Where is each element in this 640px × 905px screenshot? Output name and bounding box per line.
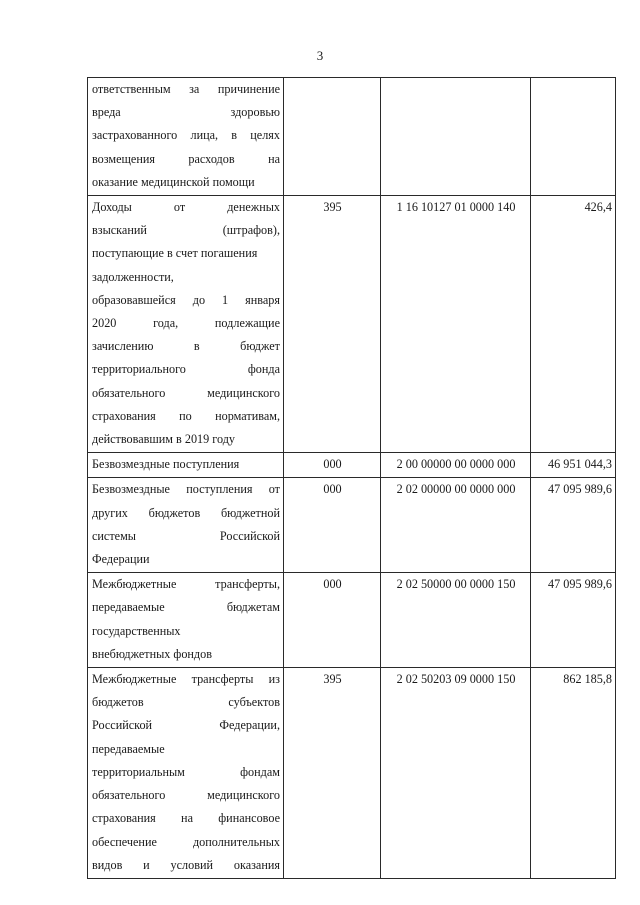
- description-line: Безвозмездные поступления от: [92, 482, 280, 497]
- revenue-description-cell: [88, 196, 284, 453]
- budget-classification-code-cell: 2 02 00000 00 0000 000: [381, 478, 531, 573]
- amount-cell: 47 095 989,6: [531, 573, 616, 668]
- budget-classification-code-cell: 1 16 10127 01 0000 140: [381, 196, 531, 453]
- budget-classification-code-cell: 2 00 00000 00 0000 000: [381, 453, 531, 478]
- description-line: застрахованного лица, в целях: [92, 128, 280, 143]
- description-line: страхования по нормативам,: [92, 408, 280, 423]
- admin-code-cell: 000: [284, 478, 381, 573]
- amount-cell: 46 951 044,3: [531, 453, 616, 478]
- amount-cell: [531, 78, 616, 196]
- description-line: взысканий (штрафов),: [92, 223, 280, 238]
- admin-code-cell: 395: [284, 668, 381, 879]
- description-line: Межбюджетные трансферты,: [92, 577, 280, 592]
- description-line: Межбюджетные трансферты из: [92, 672, 280, 687]
- table-row: [88, 78, 616, 196]
- description-line: других бюджетов бюджетной: [92, 505, 280, 520]
- revenue-description-cell: [88, 78, 284, 196]
- amount-cell: 862 185,8: [531, 668, 616, 879]
- admin-code-cell: [284, 78, 381, 196]
- budget-classification-code-cell: 2 02 50000 00 0000 150: [381, 573, 531, 668]
- description-line: Российской Федерации,: [92, 718, 280, 733]
- admin-code-cell: 395: [284, 196, 381, 453]
- description-line: передаваемые: [92, 741, 165, 756]
- description-line: зачислению в бюджет: [92, 339, 280, 354]
- table-row: [88, 478, 616, 573]
- amount-cell: 47 095 989,6: [531, 478, 616, 573]
- page-number: 3: [316, 48, 324, 63]
- table-row: [88, 573, 616, 668]
- description-line: территориального фонда: [92, 362, 280, 377]
- description-line: поступающие в счет погашения: [92, 246, 258, 261]
- description-line: системы Российской: [92, 528, 280, 543]
- description-line: Федерации: [92, 552, 150, 567]
- description-line: задолженности,: [92, 269, 174, 284]
- description-line: возмещения расходов на: [92, 151, 280, 166]
- budget-classification-code-cell: 2 02 50203 09 0000 150: [381, 668, 531, 879]
- revenue-description-cell: [88, 453, 284, 478]
- revenue-description-cell: [88, 478, 284, 573]
- description-line: Безвозмездные поступления: [92, 457, 240, 472]
- description-line: внебюджетных фондов: [92, 646, 212, 661]
- description-line: территориальным фондам: [92, 764, 280, 779]
- description-line: страхования на финансовое: [92, 811, 280, 826]
- description-line: ответственным за причинение: [92, 82, 280, 96]
- description-line: Доходы от денежных: [92, 200, 280, 215]
- description-line: образовавшейся до 1 января: [92, 292, 280, 307]
- revenue-description-cell: [88, 668, 284, 879]
- description-line: государственных: [92, 623, 181, 638]
- description-line: обязательного медицинского: [92, 385, 280, 400]
- revenue-description-cell: [88, 573, 284, 668]
- admin-code-cell: 000: [284, 453, 381, 478]
- table-row: [88, 196, 616, 453]
- description-line: действовавшим в 2019 году: [92, 432, 236, 447]
- description-line: обязательного медицинского: [92, 788, 280, 803]
- description-line: видов и условий оказания: [92, 857, 280, 872]
- amount-cell: 426,4: [531, 196, 616, 453]
- table-row: [88, 668, 616, 879]
- description-line: обеспечение дополнительных: [92, 834, 280, 849]
- description-line: 2020 года, подлежащие: [92, 316, 280, 331]
- description-line: бюджетов субъектов: [92, 695, 280, 710]
- budget-classification-code-cell: [381, 78, 531, 196]
- table-row: [88, 453, 616, 478]
- description-line: вреда здоровью: [92, 105, 280, 120]
- description-line: передаваемые бюджетам: [92, 600, 280, 615]
- table-body: [88, 78, 616, 879]
- description-line: оказание медицинской помощи: [92, 174, 255, 189]
- budget-revenue-table: [87, 77, 616, 879]
- admin-code-cell: 000: [284, 573, 381, 668]
